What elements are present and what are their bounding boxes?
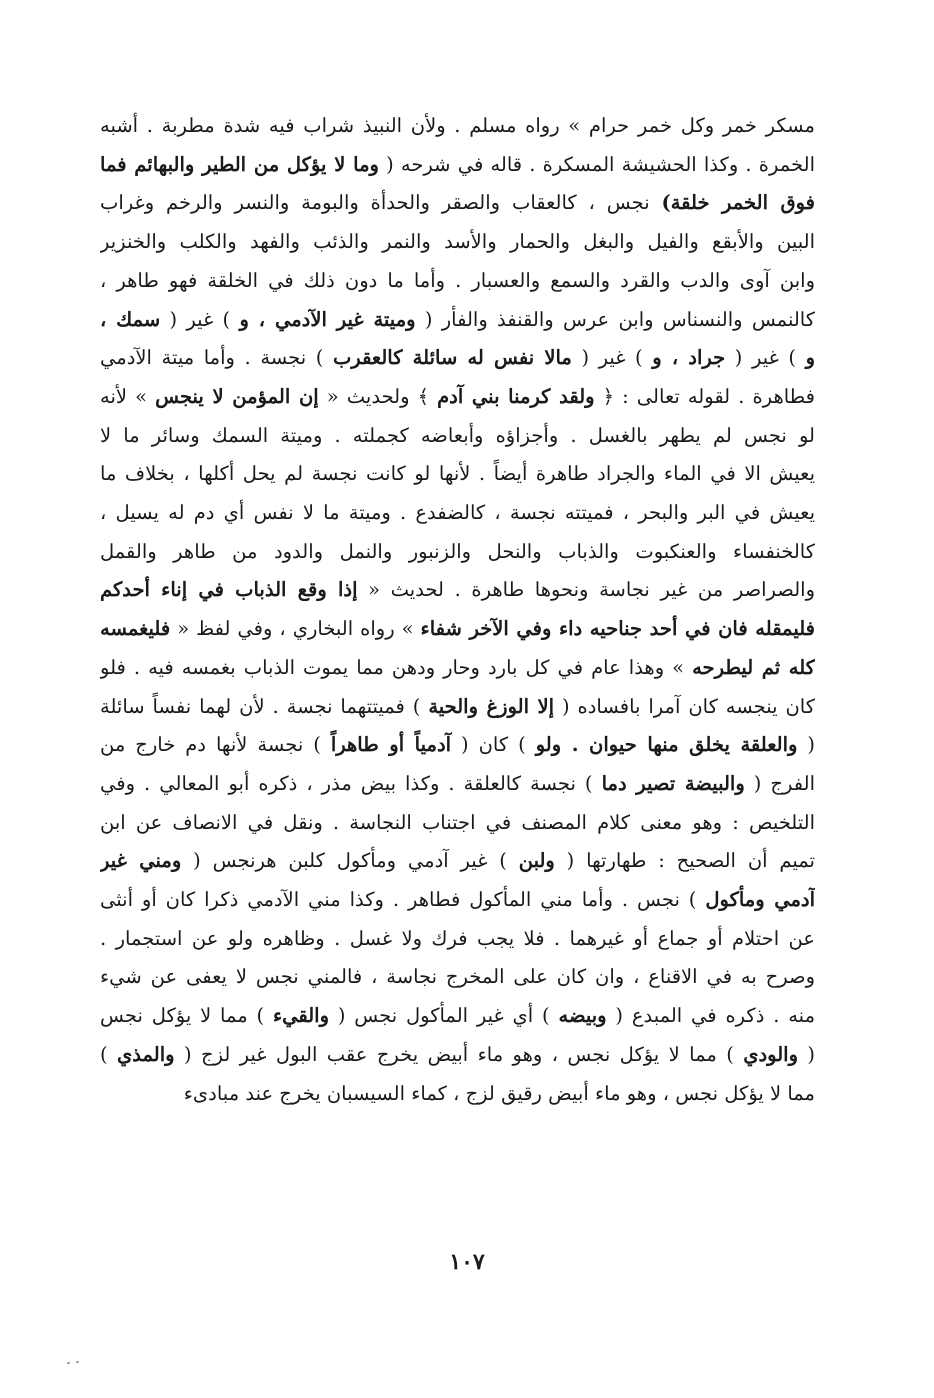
text-segment: وصرح به في الاقناع ، وان كان على المخرج نجاسة ، فالمني نجس لا يعفى عن شيء [100, 965, 815, 989]
text-line [100, 416, 815, 456]
bold-text-segment: والقيء [272, 1004, 329, 1028]
text-line [100, 764, 815, 804]
text-segment: » وهذا عام في كل بارد وحار ودهن مما يموت الذباب بغمسه فيه . فلو [100, 655, 693, 679]
text-line [100, 222, 815, 262]
text-segment: ) غير ( [725, 346, 806, 370]
text-segment: التلخيص : وهو معنى كلام المصنف في اجتناب النجاسة . ونقل في الانصاف عن ابن [100, 810, 815, 834]
text-line [100, 919, 815, 959]
bold-text-segment: فوق الخمر خلقة) [661, 191, 815, 215]
bold-text-segment: وبيضه [558, 1004, 607, 1028]
bold-text-segment: جراد ، و [652, 346, 726, 370]
bold-text-segment: مالا نفس له سائلة كالعقرب [332, 346, 572, 370]
bold-text-segment: والودي [743, 1042, 798, 1066]
bold-text-segment: ولقد كرمنا بني آدم [437, 384, 595, 408]
bold-text-segment: فليغمسه [100, 617, 171, 641]
text-segment: ) غير ( [571, 346, 653, 370]
text-line [100, 106, 815, 146]
bold-text-segment: وميتة غير الآدمي ، و [239, 307, 416, 331]
text-segment: عن احتلام أو جماع أو غيرهما . فلا يجب فرك ولا غسل . وظاهره ولو عن استجمار . [100, 926, 815, 950]
text-segment: ) [100, 1042, 118, 1066]
text-segment: ) غير ( [160, 307, 240, 331]
text-segment: لو نجس لم يطهر بالغسل . وأجزاؤه وأبعاضه كجملته . وميتة السمك وسائر ما لا [100, 423, 815, 447]
text-segment: الفرج ( [744, 771, 815, 795]
text-line [100, 841, 815, 881]
text-line [100, 1074, 815, 1114]
text-segment: ( [797, 733, 815, 757]
text-line [100, 880, 815, 920]
text-segment: البين والأبقع والفيل والبغل والحمار والأسد والنمر والذئب والفهد والكلب والخنزير [100, 230, 815, 254]
text-segment: مما لا يؤكل نجس ، وهو ماء أبيض رقيق لزج ، كماء السيسبان يخرج عند مبادىء [183, 1081, 815, 1105]
text-segment: الخمرة . وكذا الحشيشة المسكرة . قاله في شرحه ( [378, 152, 815, 176]
bold-text-segment: فليمقله فان في أحد جناحيه داء وفي الآخر شفاء [420, 617, 815, 641]
text-segment: ) نجسة لأنها دم خارج من [100, 733, 331, 757]
text-segment: ﴾ ولحديث « [318, 384, 438, 408]
text-line [100, 377, 815, 417]
bold-text-segment: سمك ، [100, 307, 161, 331]
text-line [100, 1035, 815, 1075]
text-segment: وابن آوى والدب والقرد والسمع والعسبار . وأما ما دون ذلك في الخلقة فهو طاهر ، [100, 268, 815, 292]
bold-text-segment: إذا وقع الذباب في إناء أحدكم [100, 578, 358, 602]
scan-speck [67, 1362, 70, 1364]
text-segment: كان ينجسه كان آمرا بافساده ( [554, 694, 815, 718]
text-line [100, 300, 815, 340]
text-line [100, 183, 815, 223]
text-line [100, 648, 815, 688]
text-line [100, 454, 815, 494]
bold-text-segment: وما لا يؤكل من الطير والبهائم فما [100, 152, 379, 176]
text-line [100, 996, 815, 1036]
text-segment: منه . ذكره في المبدع ( [606, 1004, 815, 1028]
text-segment: يعيش في البر والبحر ، فميتته نجسة ، كالضفدع . وميتة ما لا نفس أي دم له يسيل ، [100, 501, 815, 524]
scan-speck [76, 1361, 79, 1363]
text-line [100, 687, 815, 727]
text-segment: ) نجس . وأما مني المأكول فطاهر . وكذا مني الآدمي ذكرا كان أو أنثى [100, 888, 706, 911]
page-number: ١٠٧ [449, 1249, 485, 1275]
text-line [100, 803, 815, 843]
bold-text-segment: والبيضة تصير دما [601, 771, 745, 795]
text-segment: ) مما لا يؤكل نجس [100, 1004, 273, 1028]
text-segment: ) نجسة كالعلقة . وكذا بيض مذر ، ذكره أبو المعالي . وفي [100, 771, 602, 795]
text-line [100, 261, 815, 301]
text-segment: ) أي غير المأكول نجس ( [329, 1004, 559, 1028]
text-line [100, 493, 815, 533]
text-segment: ) غير آدمي ومأكول كلبن هرنجس ( [181, 849, 519, 873]
bold-text-segment: إن المؤمن لا ينجس [155, 384, 319, 408]
text-segment: » رواه البخاري ، وفي لفظ « [170, 617, 421, 641]
text-line [100, 725, 815, 765]
text-segment: كالخنفساء والعنكبوت والذباب والنحل والزنبور والنمل والدود من طاهر والقمل [100, 539, 815, 563]
bold-text-segment: والمذي [117, 1042, 175, 1066]
text-segment: يعيش الا في الماء والجراد طاهرة أيضاً . لأنها لو كانت نجسة لم يحل أكلها ، بخلاف ما [100, 462, 815, 486]
bold-text-segment: كله ثم ليطرحه [692, 655, 815, 679]
text-segment: نجس ، كالعقاب والصقر والحدأة والبومة والنسر والرخم وغراب [100, 191, 662, 215]
text-segment: ) مما لا يؤكل نجس ، وهو ماء أبيض يخرج عقب البول غير لزج ( [174, 1042, 744, 1066]
text-segment: كالنمس والنسناس وابن عرس والقنفذ والفأر ( [415, 307, 815, 331]
text-line [100, 957, 815, 997]
bold-text-segment: ومني غير [100, 849, 182, 873]
bold-text-segment: والعلقة يخلق منها حيوان . ولو [535, 733, 798, 757]
text-line [100, 145, 815, 185]
text-line [100, 609, 815, 649]
text-segment: فطاهرة . لقوله تعالى : ﴿ [594, 384, 815, 408]
text-segment: تميم أن الصحيح : طهارتها ( [554, 849, 815, 873]
bold-text-segment: و [805, 346, 815, 370]
text-segment: » لأنه [100, 384, 156, 408]
text-segment: ) فميتتهما نجسة . لأن لهما نفساً سائلة [100, 694, 429, 718]
bold-text-segment: إلا الوزغ والحية [428, 694, 555, 718]
text-segment: مسكر خمر وكل خمر حرام » رواه مسلم . ولأن النبيذ شراب فيه شدة مطربة . أشبه [100, 114, 815, 137]
text-segment: ) كان ( [451, 733, 536, 757]
bold-text-segment: آدمي ومأكول [705, 888, 815, 911]
text-line [100, 532, 815, 572]
text-segment: والصراصر من غير نجاسة ونحوها طاهرة . لحديث « [357, 578, 815, 602]
bold-text-segment: آدمياً أو طاهراً [330, 733, 452, 757]
text-segment: ) نجسة . وأما ميتة الآدمي [100, 346, 333, 370]
text-line [100, 570, 815, 610]
bold-text-segment: ولبن [518, 849, 555, 873]
text-line [100, 338, 815, 378]
text-segment: ( [798, 1042, 815, 1066]
